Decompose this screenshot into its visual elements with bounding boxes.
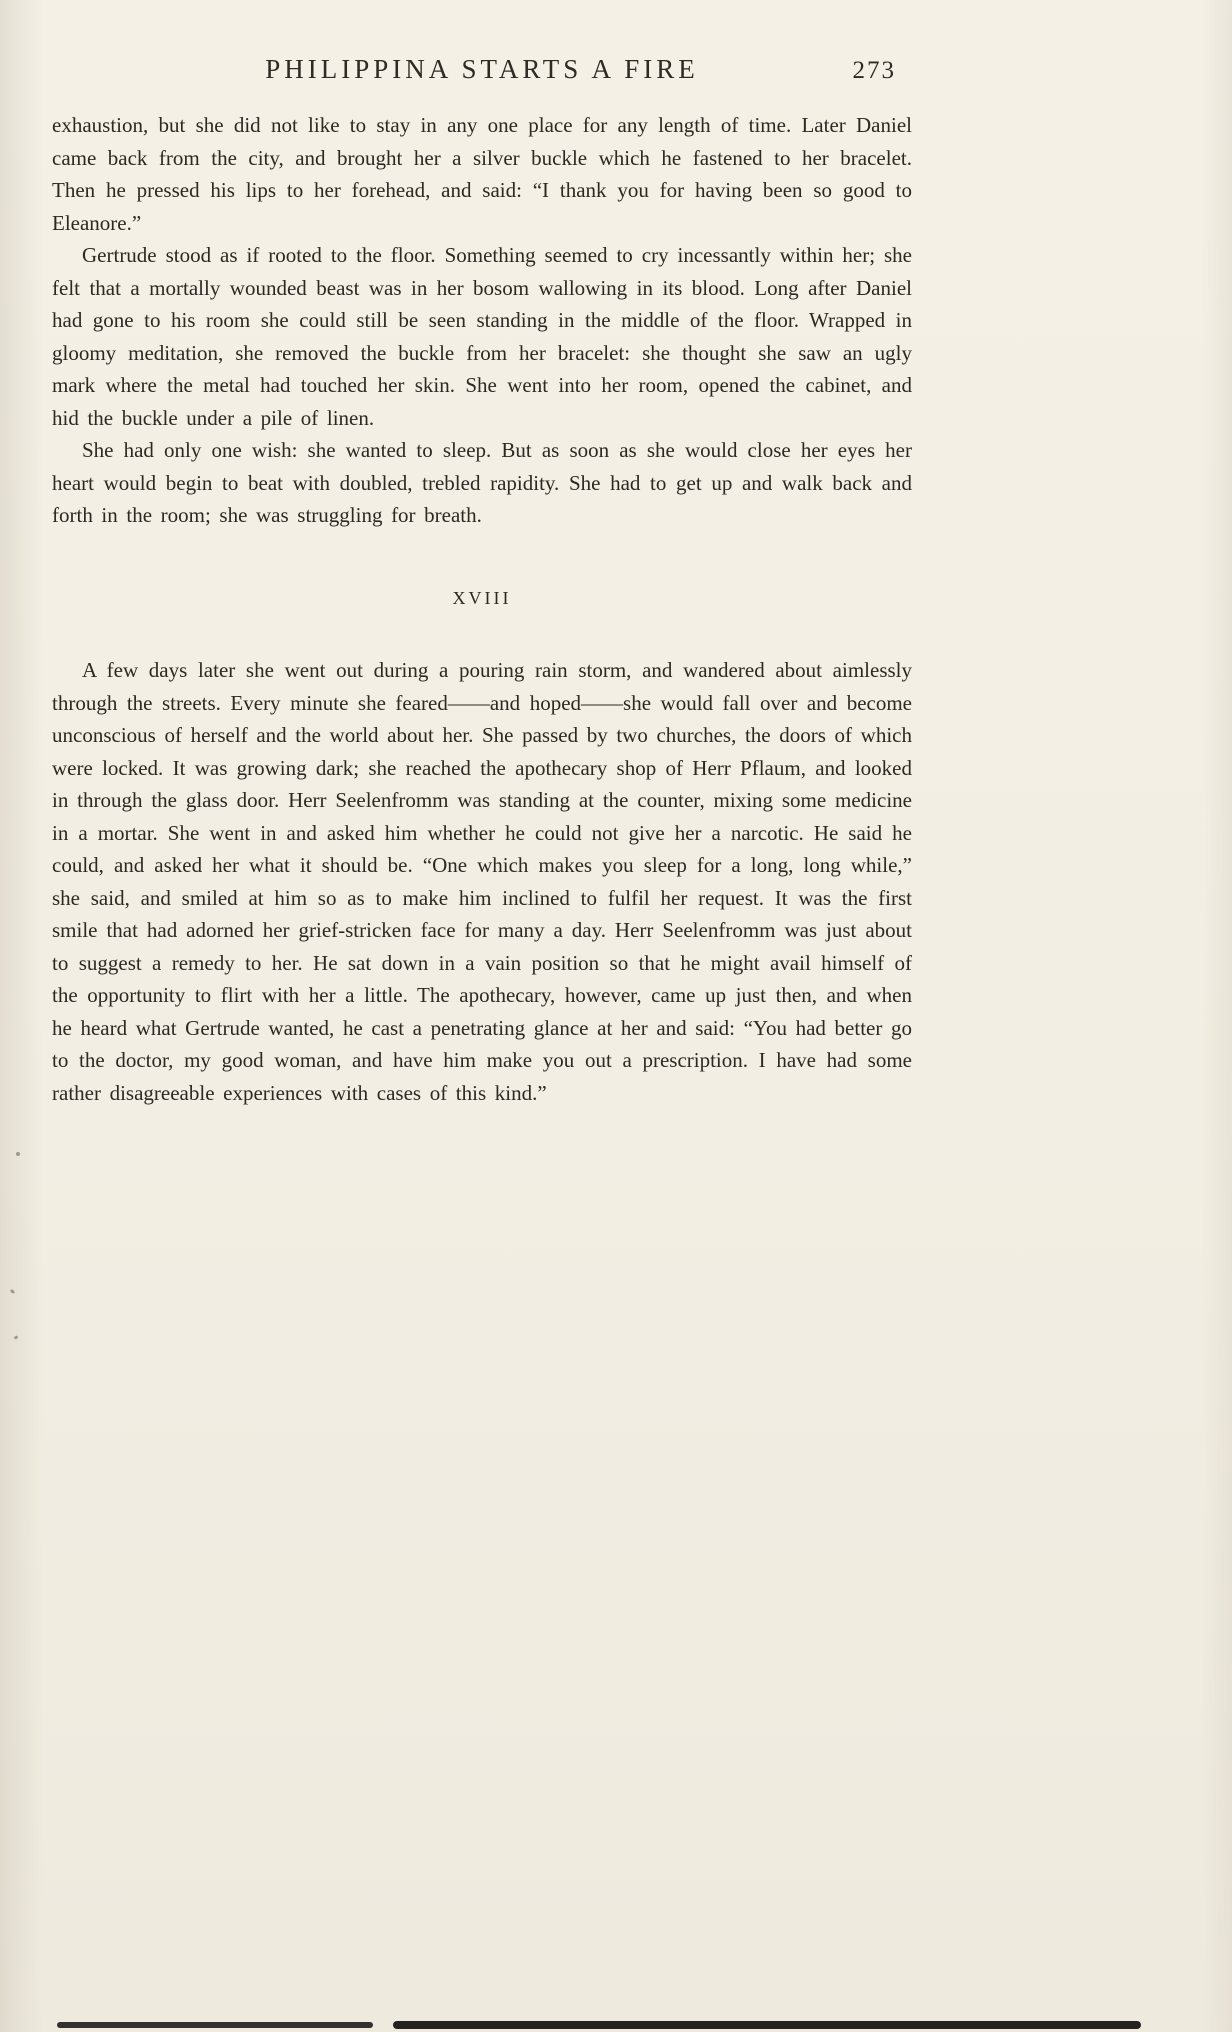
paragraph: Gertrude stood as if rooted to the floor. Something seemed to cry incessantly within her; she felt that a mortally wounded beast was in her bosom wallowing in its blood. Long after Daniel had gone to his room she could still be seen standing in the middle of the floor. Wrapped in gloomy meditation, she removed the buckle from her bracelet: she thought she saw an ugly mark where the metal had touched her skin. She went into her room, opened the cabinet, and hid the buckle under a pile of linen. — [52, 243, 912, 430]
paragraph: exhaustion, but she did not like to stay in any one place for any length of time. Later Daniel came back from the city, and brought her a silver buckle which he fastened to her bracelet. Then he pressed his lips to her forehead, and said: “I thank you for having been so good to Eleanore.” — [52, 113, 912, 235]
scan-artifact-bar — [57, 2022, 373, 2028]
page-header — [52, 54, 912, 94]
section-heading: XVIII — [452, 587, 512, 608]
page-number: 273 — [852, 57, 896, 84]
running-title: PHILIPPINA STARTS A FIRE — [265, 54, 699, 84]
scan-speck — [10, 1289, 16, 1295]
scan-artifact-bar — [393, 2021, 1141, 2029]
paragraph: She had only one wish: she wanted to sleep. But as soon as she would close her eyes her heart would begin to beat with doubled, trebled rapidity. She had to get up and walk back and forth in the room; she was struggling for breath. — [52, 438, 912, 527]
paragraph: A few days later she went out during a pouring rain storm, and wandered about aimlessly through the streets. Every minute she feared——and hoped——she would fall over and become unconscious of herself and the world about her. She passed by two churches, the doors of which were locked. It was growing dark; she reached the apothecary shop of Herr Pflaum, and looked in through the glass door. Herr Seelenfromm was standing at the counter, mixing some medicine in a mortar. She went in and asked him whether he could not give her a narcotic. He said he could, and asked her what it should be. “One which makes you sleep for a long, long while,” she said, and smiled at him so as to make him inclined to fulfil her request. It was the first smile that had adorned her grief-stricken face for many a day. Herr Seelenfromm was just about to suggest a remedy to her. He sat down in a vain position so that he might avail himself of the opportunity to flirt with her a little. The apothecary, however, came up just then, and when he heard what Gertrude wanted, he cast a penetrating glance at her and said: “You had better go to the doctor, my good woman, and have him make you out a prescription. I have had some rather disagreeable experiences with cases of this kind.” — [52, 658, 912, 1105]
text-block — [52, 109, 912, 1109]
scan-speck — [14, 1335, 19, 1340]
scan-speck — [16, 1152, 20, 1156]
